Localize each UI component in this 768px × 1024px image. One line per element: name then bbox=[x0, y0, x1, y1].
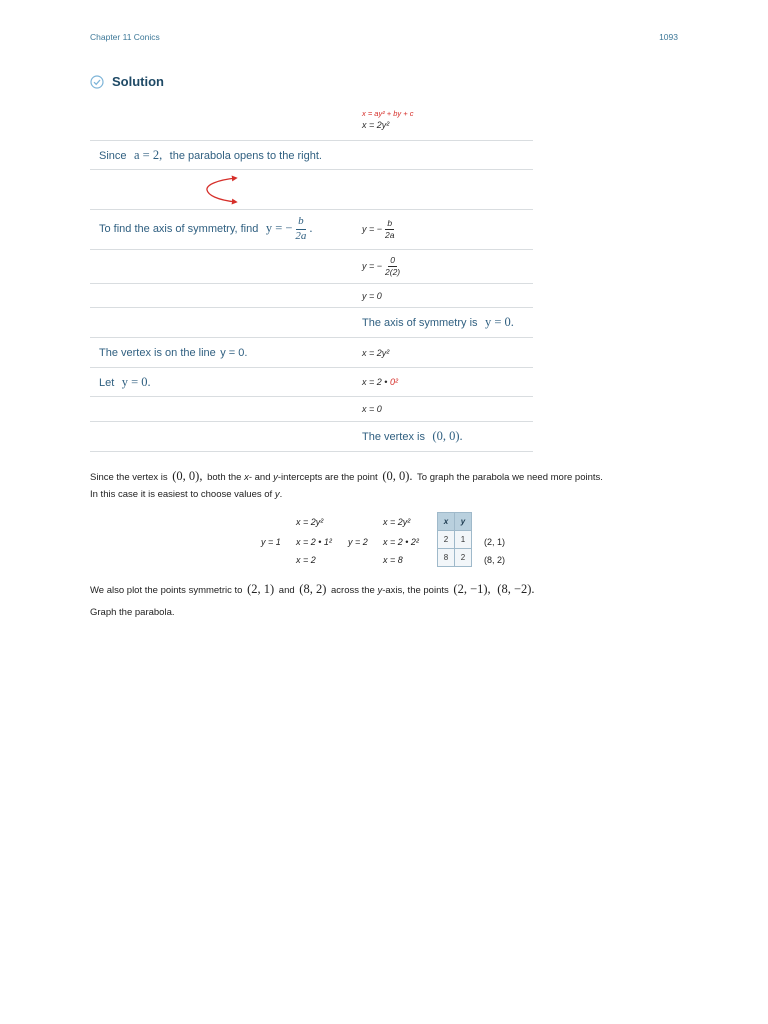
table-header-row bbox=[438, 513, 472, 531]
step-work-cell bbox=[353, 103, 533, 140]
symmetric-math: (2, 1) bbox=[247, 582, 275, 596]
vertex-result bbox=[362, 429, 466, 444]
step-explanation bbox=[99, 148, 322, 163]
step-row-axis bbox=[90, 210, 533, 250]
vertex-line-math: y = 0. bbox=[220, 347, 248, 359]
chapter-title: Chapter 11 Conics bbox=[90, 32, 160, 42]
step-work-cell bbox=[353, 250, 533, 283]
step-row-axis-result bbox=[90, 308, 533, 338]
intro-text: -intercepts are the point bbox=[277, 472, 378, 483]
intro-math: (0, 0), bbox=[172, 469, 203, 483]
step-explanation bbox=[99, 375, 154, 390]
intro-text: To graph the parabola we need more points. bbox=[417, 472, 603, 483]
given-equation: x = 2y² bbox=[362, 120, 390, 130]
vertex-result-text: The vertex is bbox=[362, 431, 425, 443]
step-row-equation bbox=[90, 103, 533, 141]
symmetric-variable: y bbox=[377, 585, 383, 596]
fraction-denominator: 2(2) bbox=[385, 267, 401, 277]
intro-text: Since the vertex is bbox=[90, 472, 168, 483]
case-1-line: x = 2 bbox=[296, 555, 316, 565]
axis-work-line-1 bbox=[362, 219, 397, 240]
table-cell-x: 8 bbox=[438, 549, 455, 567]
axis-formula-period: . bbox=[309, 221, 313, 236]
step-explanation-cell bbox=[90, 103, 353, 140]
intro-text: - and bbox=[248, 472, 271, 483]
substitution-highlight: 0² bbox=[389, 377, 398, 387]
symmetric-text: and bbox=[278, 585, 295, 596]
case-1-line: x = 2y² bbox=[296, 517, 324, 527]
step-row-solve bbox=[90, 397, 533, 422]
case-2-line: x = 8 bbox=[383, 555, 403, 565]
step-explanation-cell bbox=[90, 250, 353, 283]
solution-title: Solution bbox=[112, 74, 164, 89]
step-row-direction bbox=[90, 141, 533, 170]
step-explanation-cell bbox=[90, 308, 353, 337]
intro-text: In this case it is easiest to choose values of bbox=[90, 489, 273, 500]
step-work-cell bbox=[353, 422, 533, 451]
axis-result-text: The axis of symmetry is bbox=[362, 317, 478, 329]
step-explanation-cell bbox=[90, 397, 353, 421]
step-explanation-cell bbox=[90, 141, 353, 169]
case-1-line: x = 2 • 1² bbox=[296, 537, 332, 547]
case-2-label: y = 2 bbox=[348, 537, 368, 547]
solution-heading bbox=[90, 74, 164, 90]
work-fraction bbox=[383, 219, 396, 240]
substitution-base: x = 2 • bbox=[362, 377, 388, 387]
intro-math: (0, 0). bbox=[382, 469, 413, 483]
curved-double-arrow-icon bbox=[203, 173, 243, 207]
point-label: (2, 1) bbox=[484, 537, 506, 547]
step-row-simplify bbox=[90, 284, 533, 308]
step-explanation-cell bbox=[90, 338, 353, 367]
table-cell-y: 2 bbox=[455, 549, 472, 567]
vertex-result-math: (0, 0). bbox=[432, 429, 463, 443]
xy-table bbox=[437, 512, 472, 567]
page-number: 1093 bbox=[659, 32, 678, 42]
symmetric-text: -axis, the points bbox=[382, 585, 449, 596]
fraction-denominator: 2a bbox=[295, 230, 307, 242]
step-work bbox=[362, 108, 413, 131]
case-2-line: x = 2 • 2² bbox=[383, 537, 419, 547]
axis-result bbox=[362, 315, 517, 330]
point-label: (8, 2) bbox=[484, 555, 506, 565]
vertex-solved: x = 0 bbox=[362, 404, 382, 414]
symmetric-text: We also plot the points symmetric to bbox=[90, 585, 243, 596]
axis-formula-fraction bbox=[293, 216, 308, 242]
fraction-numerator: b bbox=[387, 218, 393, 229]
intro-paragraph bbox=[90, 468, 603, 503]
direction-math: a = 2, bbox=[133, 147, 163, 162]
intro-variable: y bbox=[273, 472, 278, 483]
fraction-numerator: 0 bbox=[390, 255, 395, 266]
step-row-vertex-line bbox=[90, 338, 533, 368]
work-lhs: y = − bbox=[362, 223, 383, 234]
step-explanation bbox=[99, 345, 247, 360]
step-explanation-cell bbox=[90, 284, 353, 307]
table-row bbox=[438, 531, 472, 549]
table-row bbox=[438, 549, 472, 567]
work-lhs: y = − bbox=[362, 260, 383, 271]
step-row-let bbox=[90, 368, 533, 397]
direction-text-end: the parabola opens to the right. bbox=[169, 149, 322, 162]
axis-result-math: y = 0. bbox=[484, 315, 514, 329]
symmetric-points-paragraph bbox=[90, 581, 537, 599]
intro-text: both the bbox=[207, 472, 242, 483]
vertex-line-text: The vertex is on the line bbox=[99, 347, 216, 359]
symmetric-text: across the bbox=[331, 585, 375, 596]
intro-text: . bbox=[279, 489, 283, 500]
step-work-cell bbox=[353, 308, 533, 337]
table-header-x: x bbox=[438, 513, 455, 531]
closing-instruction: Graph the parabola. bbox=[90, 607, 175, 618]
symmetric-math: (8, 2) bbox=[299, 582, 327, 596]
axis-text: To find the axis of symmetry, find bbox=[99, 223, 259, 236]
direction-text-start: Since bbox=[99, 149, 127, 162]
intro-variable: y bbox=[274, 489, 280, 500]
fraction-numerator: b bbox=[296, 216, 306, 230]
axis-formula bbox=[265, 215, 313, 242]
intro-variable: x bbox=[244, 472, 249, 483]
step-work-cell bbox=[353, 368, 533, 396]
fraction-denominator: 2a bbox=[385, 230, 395, 240]
symmetric-math: (8, −2). bbox=[497, 582, 535, 596]
table-header-y: y bbox=[455, 513, 472, 531]
solution-steps-table bbox=[90, 103, 533, 452]
step-explanation-cell bbox=[90, 422, 353, 451]
point-calculations bbox=[250, 508, 530, 572]
let-text: Let bbox=[99, 376, 115, 389]
axis-formula-lhs: y = − bbox=[265, 221, 293, 236]
step-work-cell bbox=[353, 170, 533, 209]
step-explanation bbox=[99, 216, 316, 242]
general-form-equation: x = ay² + by + c bbox=[362, 109, 414, 118]
case-1-label: y = 1 bbox=[261, 537, 281, 547]
step-row-substitute bbox=[90, 250, 533, 284]
work-fraction bbox=[383, 256, 402, 277]
case-2-line: x = 2y² bbox=[383, 517, 411, 527]
let-math: y = 0. bbox=[121, 374, 151, 389]
check-circle-icon bbox=[90, 75, 104, 89]
step-explanation-cell bbox=[90, 210, 353, 249]
step-work-cell bbox=[353, 338, 533, 367]
symmetric-math: (2, −1), bbox=[453, 582, 491, 596]
vertex-equation: x = 2y² bbox=[362, 347, 390, 358]
step-row-arrow bbox=[90, 170, 533, 210]
step-work-cell bbox=[353, 210, 533, 249]
table-cell-x: 2 bbox=[438, 531, 455, 549]
axis-work-line-2 bbox=[362, 256, 403, 277]
step-row-vertex-result bbox=[90, 422, 533, 452]
step-work-cell bbox=[353, 141, 533, 169]
step-explanation-cell bbox=[90, 170, 353, 209]
axis-work-line-3: y = 0 bbox=[362, 290, 382, 301]
step-explanation-cell bbox=[90, 368, 353, 396]
vertex-substitution bbox=[362, 376, 398, 388]
step-work-cell bbox=[353, 284, 533, 307]
table-cell-y: 1 bbox=[455, 531, 472, 549]
step-work-cell bbox=[353, 397, 533, 421]
